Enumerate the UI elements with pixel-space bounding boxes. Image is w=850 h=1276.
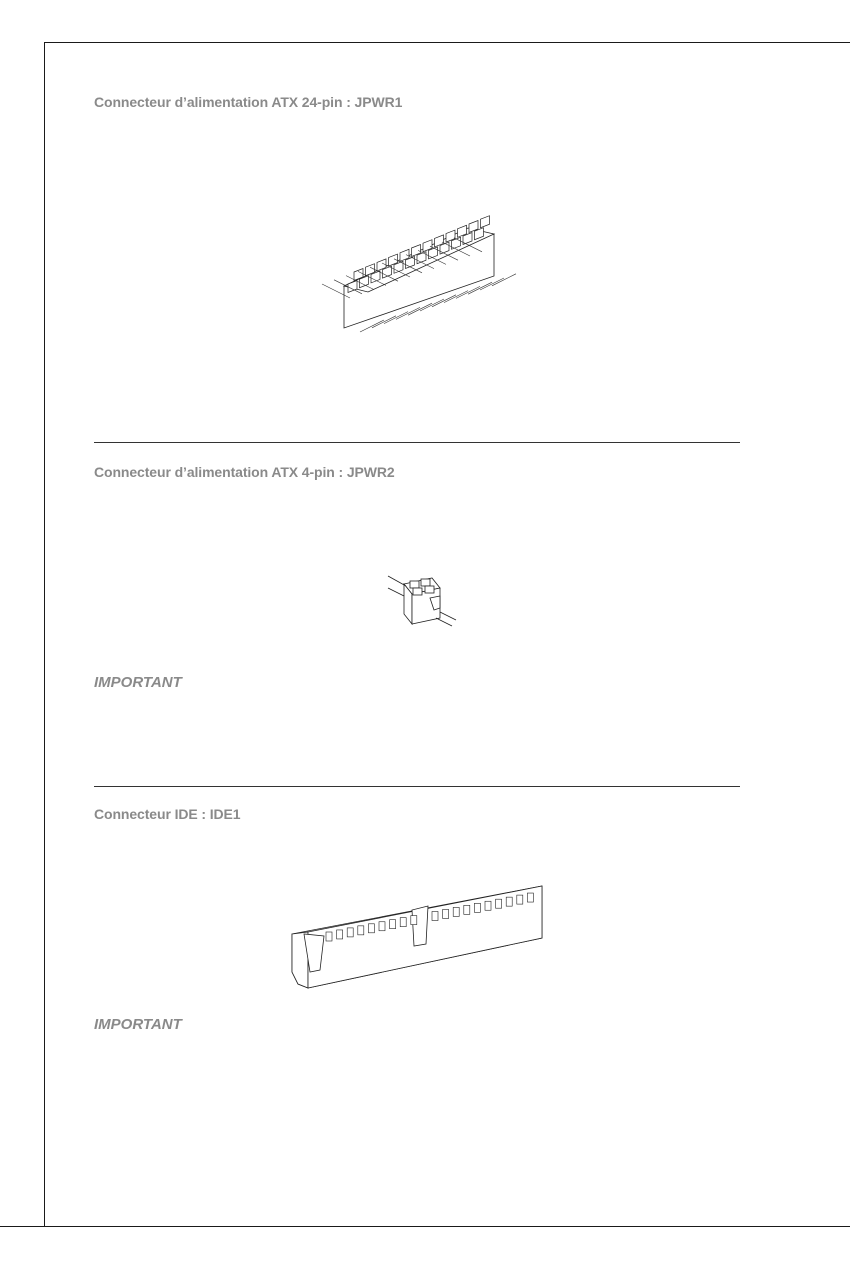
ide-pin-slot xyxy=(453,907,459,916)
atx24-wire xyxy=(384,312,408,324)
atx24-pin-cell xyxy=(481,216,490,228)
page-frame-bottom xyxy=(0,1226,850,1227)
atx24-wire xyxy=(408,303,432,315)
ide-pin-slot xyxy=(337,930,343,939)
ide-pin-slot xyxy=(517,895,523,904)
page-frame-top xyxy=(44,42,850,43)
ide-pin-slot xyxy=(496,899,502,908)
atx24-connector-illustration xyxy=(318,214,528,334)
ide-pin-slot xyxy=(432,912,438,921)
atx24-wire xyxy=(360,320,384,332)
atx24-wire xyxy=(396,307,420,319)
ide-heading: Connecteur IDE : IDE1 xyxy=(94,806,241,822)
atx4-heading: Connecteur d’alimentation ATX 4-pin : JPWR2 xyxy=(94,464,395,480)
ide-pin-slot xyxy=(390,920,396,929)
ide-important-notice: IMPORTANT xyxy=(94,1016,182,1033)
section-divider-1 xyxy=(94,442,740,443)
ide-pin-slot xyxy=(485,901,491,910)
section-divider-2 xyxy=(94,786,740,787)
ide-pin-slot xyxy=(347,928,353,937)
atx4-important-notice: IMPORTANT xyxy=(94,674,182,691)
ide-pin-slot xyxy=(368,924,374,933)
ide-pin-slot xyxy=(443,909,449,918)
ide-connector-illustration xyxy=(288,876,548,991)
atx24-wire xyxy=(492,274,516,286)
ide-pin-slot xyxy=(474,903,480,912)
ide-pin-slot xyxy=(400,918,406,927)
ide-pin-slot xyxy=(527,893,533,902)
ide-pin-slot xyxy=(506,897,512,906)
ide-pin-slot xyxy=(379,922,385,931)
ide-pin-slot xyxy=(358,926,364,935)
ide-pin-slot xyxy=(411,916,417,925)
ide-pin-slot xyxy=(326,932,332,941)
atx4-connector-illustration xyxy=(384,568,464,638)
page-frame-left xyxy=(44,42,45,1226)
atx24-wire xyxy=(372,316,396,328)
ide-pin-slot xyxy=(464,905,470,914)
atx24-heading: Connecteur d’alimentation ATX 24-pin : JPWR1 xyxy=(94,94,403,110)
